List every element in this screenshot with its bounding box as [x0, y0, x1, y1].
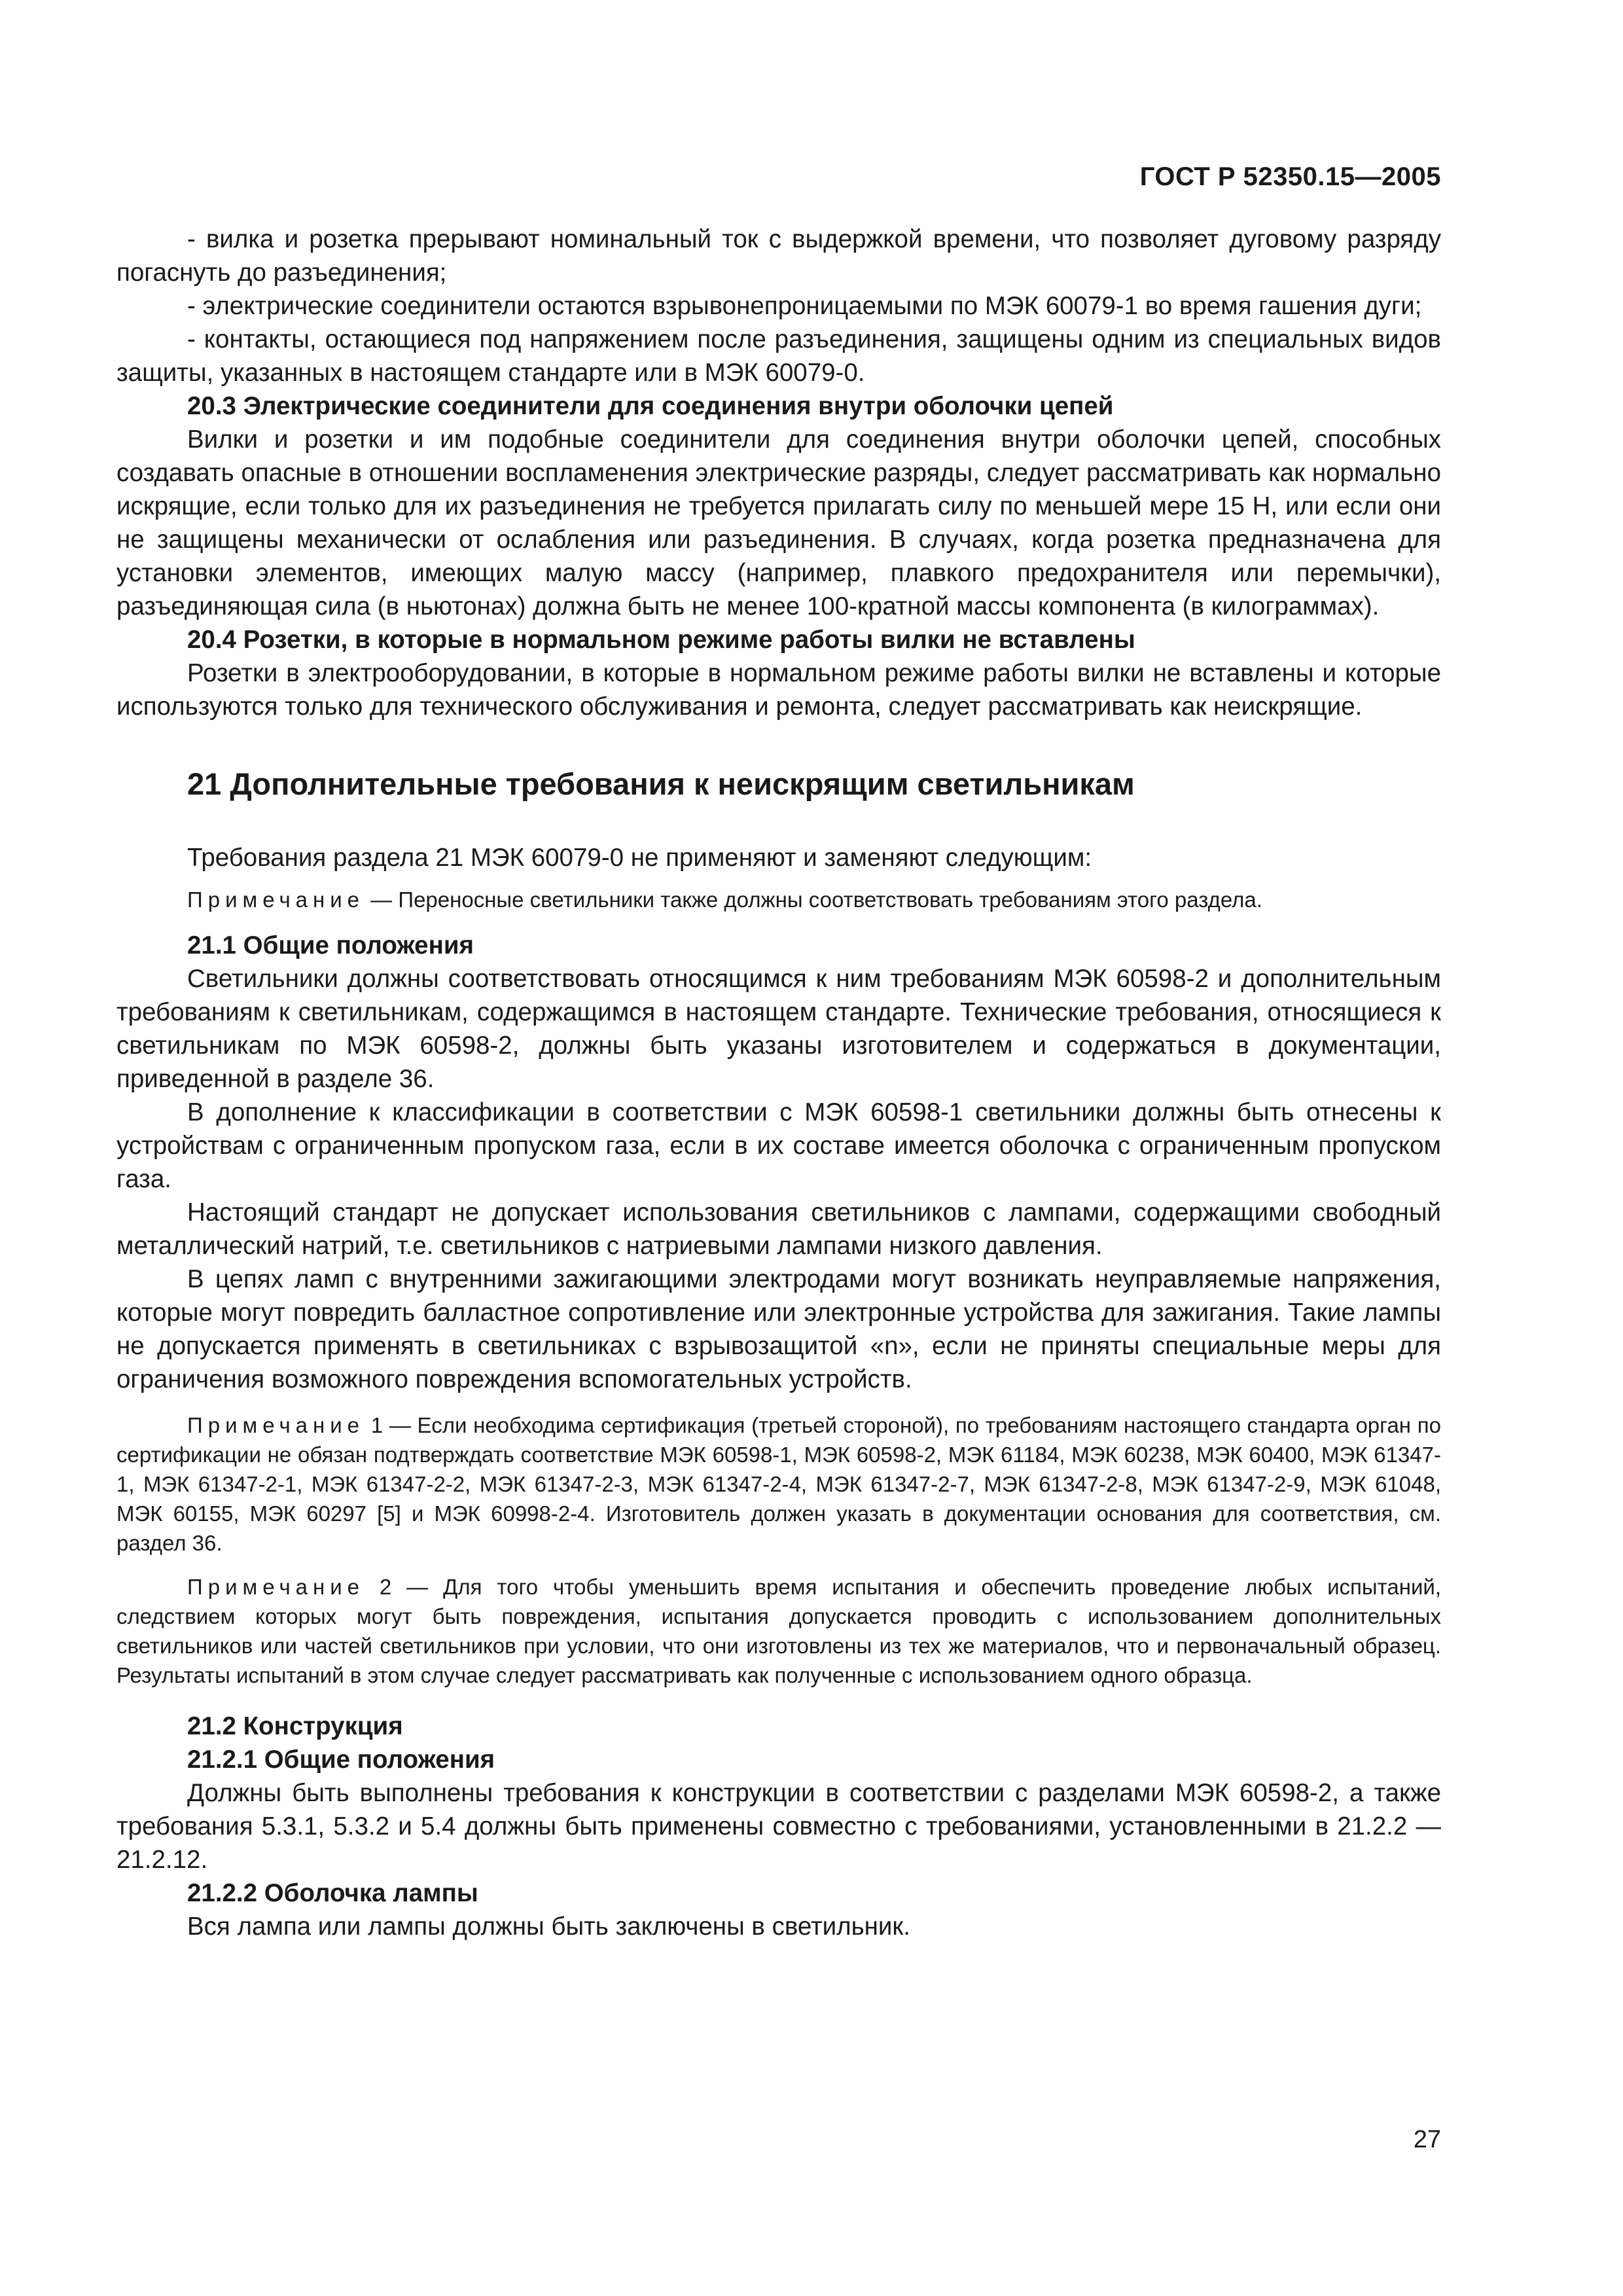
paragraph: В дополнение к классификации в соответствии с МЭК 60598-1 светильники должны быть отнесены к устройствам с ограниченным пропуском газа, если в их составе имеется оболочка с ограниченным пропуском газа. [116, 1098, 1441, 1193]
paragraph: Настоящий стандарт не допускает использования светильников с лампами, содержащими свободный металлический натрий, т.е. светильников с натриевыми лампами низкого давления. [116, 1198, 1441, 1260]
section-heading-21-2-1: 21.2.1 Общие положения [187, 1746, 495, 1774]
section-heading-20-4: 20.4 Розетки, в которые в нормальном режиме работы вилки не вставлены [187, 626, 1135, 654]
paragraph: Розетки в электрооборудовании, в которые в нормальном режиме работы вилки не вставлены и которые используются только для технического обслуживания и ремонта, следует рассматривать как неискрящие. [116, 659, 1441, 721]
page-number: 27 [1413, 2126, 1441, 2153]
note-text: — Переносные светильники также должны соответствовать требованиям этого раздела. [365, 888, 1262, 912]
section-heading-21: 21 Дополнительные требования к неискрящим светильникам [187, 766, 1135, 801]
note-label: Примечание [187, 1575, 365, 1599]
section-heading-20-3: 20.3 Электрические соединители для соединения внутри оболочки цепей [187, 392, 1114, 420]
document-header: ГОСТ Р 52350.15—2005 [1139, 162, 1441, 191]
list-item: - контакты, остающиеся под напряжением после разъединения, защищены одним из специальных видов защиты, указанных в настоящем стандарте или в МЭК 60079-0. [116, 325, 1441, 387]
note-text: 2 — Для того чтобы уменьшить время испытания и обеспечить проведение любых испытаний, следствием которых могут быть повреждения, испытания допускается проводить с использованием дополнительных светильников или частей светильников при условии, что они изготовлены из тех же материалов, что и первоначальный образец. Результаты испытаний в этом случае следует рассматривать как полученные с использованием одного образца. [116, 1575, 1441, 1687]
paragraph: В цепях ламп с внутренними зажигающими электродами могут возникать неуправляемые напряжения, которые могут повредить балластное сопротивление или электронные устройства для зажигания. Такие лампы не допускается применять в светильниках с взрывозащитой «n», если не приняты специальные меры для ограничения возможного повреждения вспомогательных устройств. [116, 1265, 1441, 1393]
note-text: 1 — Если необходима сертификация (третьей стороной), по требованиям настоящего стандарта орган по сертификации не обязан подтверждать соответствие МЭК 60598-1, МЭК 60598-2, МЭК 61184, МЭК 60238, МЭК 60400, МЭК 61347-1, МЭК 61347-2-1, МЭК 61347-2-2, МЭК 61347-2-3, МЭК 61347-2-4, МЭК 61347-2-7, МЭК 61347-2-8, МЭК 61347-2-9, МЭК 61048, МЭК 60155, МЭК 60297 [5] и МЭК 60998-2-4. Изготовитель должен указать в документации основания для соответствия, см. раздел 36. [116, 1413, 1441, 1555]
note [116, 1410, 1441, 1558]
section-heading-21-2: 21.2 Конструкция [187, 1712, 403, 1740]
note-label: Примечание [187, 1413, 365, 1437]
paragraph: Вся лампа или лампы должны быть заключены в светильник. [187, 1912, 910, 1941]
list-item: - электрические соединители остаются взрывонепроницаемыми по МЭК 60079-1 во время гашения дуги; [187, 292, 1422, 320]
paragraph: Требования раздела 21 МЭК 60079-0 не применяют и заменяют следующим: [187, 844, 1092, 872]
list-item: - вилка и розетка прерывают номинальный ток с выдержкой времени, что позволяет дуговому разряду погаснуть до разъединения; [116, 225, 1441, 287]
paragraph: Должны быть выполнены требования к конструкции в соответствии с разделами МЭК 60598-2, а также требования 5.3.1, 5.3.2 и 5.4 должны быть применены совместно с требованиями, установленными в 21.2.2 — 21.2.12. [116, 1779, 1441, 1874]
note-label: Примечание [187, 888, 365, 912]
note [116, 1572, 1441, 1690]
paragraph: Вилки и розетки и им подобные соединители для соединения внутри оболочки цепей, способных создавать опасные в отношении воспламенения электрические разряды, следует рассматривать как нормально искрящие, если только для их разъединения не требуется прилагать силу по меньшей мере 15 Н, или если они не защищены механически от ослабления или разъединения. В случаях, когда розетка предназначена для установки элементов, имеющих малую массу (например, плавкого предохранителя или перемычки), разъединяющая сила (в ньютонах) должна быть не менее 100-кратной массы компонента (в килограммах). [116, 425, 1441, 620]
document-body [116, 223, 1441, 1943]
section-heading-21-2-2: 21.2.2 Оболочка лампы [187, 1879, 478, 1907]
paragraph: Светильники должны соответствовать относящимся к ним требованиям МЭК 60598-2 и дополнительным требованиям к светильникам, содержащимся в настоящем стандарте. Технические требования, относящиеся к светильникам по МЭК 60598-2, должны быть указаны изготовителем и содержаться в документации, приведенной в разделе 36. [116, 965, 1441, 1093]
note [116, 885, 1441, 914]
section-heading-21-1: 21.1 Общие положения [187, 931, 474, 960]
